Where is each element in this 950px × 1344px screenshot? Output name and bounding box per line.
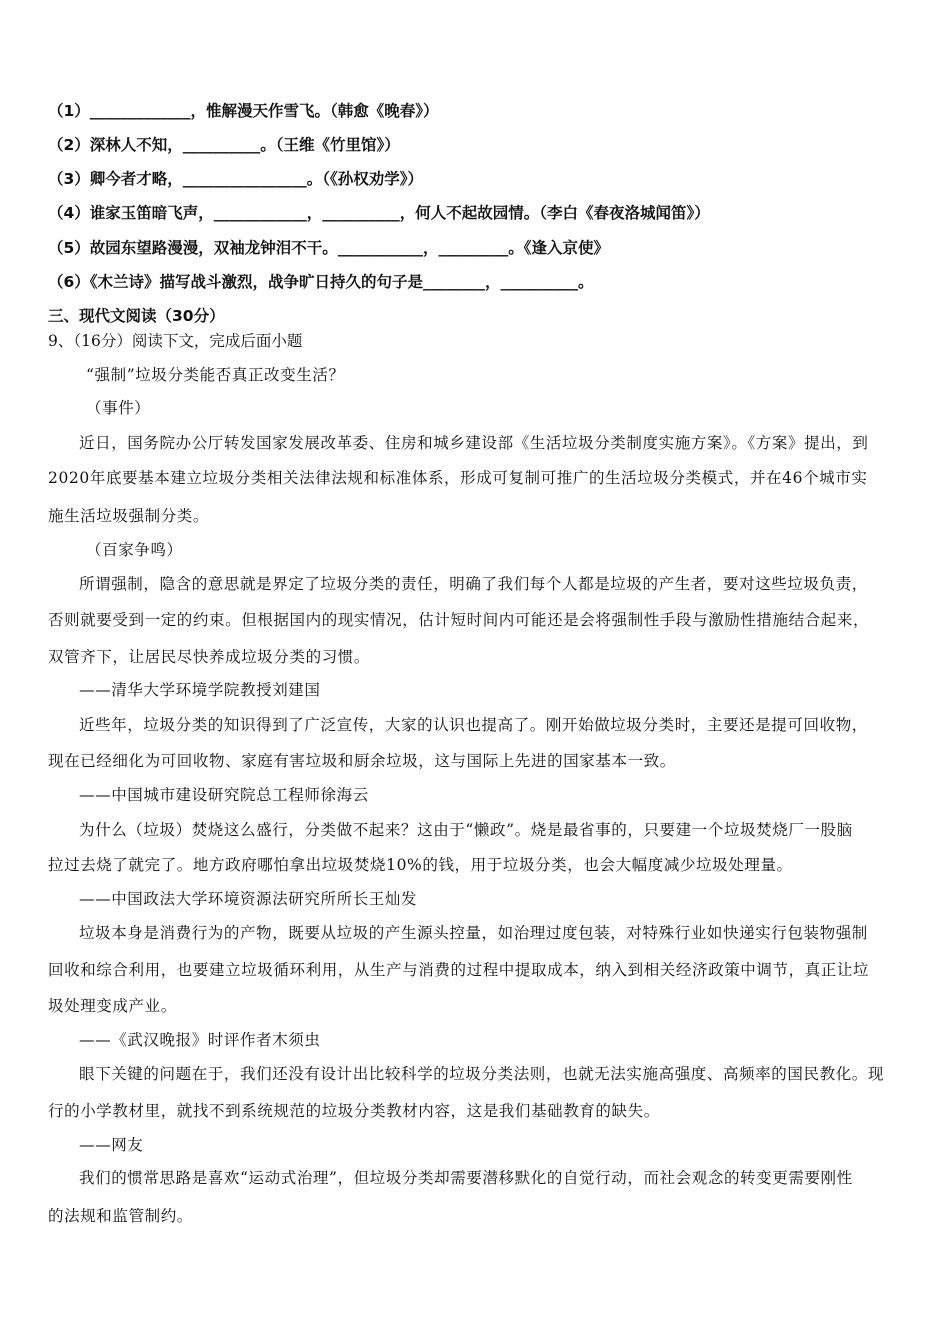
opinion-paragraph-line: 我们的惯常思路是喜欢“运动式治理”，但垃圾分类却需要潜移默化的自觉行动，而社会观念的转变更需要刚性 bbox=[79, 1169, 853, 1187]
fill-in-item-5: （5）故园东望路漫漫，双袖龙钟泪不干。___________，_________。《逢入京使》 bbox=[48, 239, 610, 257]
opinions-tag: （百家争鸣） bbox=[86, 541, 183, 559]
opinion-paragraph-line: 行的小学教材里，就找不到系统规范的垃圾分类教材内容，这是我们基础教育的缺失。 bbox=[48, 1102, 660, 1120]
fill-in-item-2: （2）深林人不知，__________。（王维《竹里馆》） bbox=[48, 136, 400, 154]
opinion-paragraph-line: 圾处理变成产业。 bbox=[48, 997, 177, 1015]
opinion-paragraph-line: 拉过去烧了就完了。地方政府哪怕拿出垃圾焚烧10%的钱，用于垃圾分类，也会大幅度减少垃圾处理量。 bbox=[48, 856, 793, 874]
opinion-paragraph-line: 为什么（垃圾）焚烧这么盛行，分类做不起来？这由于“懒政”。烧是最省事的，只要建一个垃圾焚烧厂一股脑 bbox=[79, 821, 853, 839]
opinion-paragraph-line: 的法规和监管制约。 bbox=[48, 1207, 193, 1225]
event-paragraph-line: 施生活垃圾强制分类。 bbox=[48, 507, 210, 525]
fill-in-item-1: （1）_____________，惟解漫天作雪飞。（韩愈《晚春》） bbox=[48, 102, 439, 120]
opinion-paragraph-line: 现在已经细化为可回收物、家庭有害垃圾和厨余垃圾，这与国际上先进的国家基本一致。 bbox=[48, 752, 676, 770]
fill-in-item-4: （4）谁家玉笛暗飞声，____________，__________，何人不起故园情。（李白《春夜洛城闻笛》） bbox=[48, 204, 710, 222]
opinion-source: ——清华大学环境学院教授刘建国 bbox=[79, 681, 321, 699]
opinion-paragraph-line: 垃圾本身是消费行为的产物，既要从垃圾的产生源头控量，如治理过度包装，对特殊行业如快递实行包装物强制 bbox=[79, 924, 868, 942]
opinion-source: ——中国城市建设研究院总工程师徐海云 bbox=[79, 786, 369, 804]
opinion-source: ——网友 bbox=[79, 1136, 144, 1154]
fill-in-item-6: （6）《木兰诗》描写战斗激烈，战争旷日持久的句子是________，__________。 bbox=[48, 273, 594, 291]
opinion-source: ——中国政法大学环境资源法研究所所长王灿发 bbox=[79, 890, 418, 908]
event-paragraph-line: 2020年底要基本建立垃圾分类相关法律法规和标准体系，形成可复制可推广的生活垃圾分类模式，并在46个城市实 bbox=[48, 469, 868, 487]
fill-in-item-3: （3）卿今者才略，________________。（《孙权劝学》） bbox=[48, 170, 424, 188]
opinion-paragraph-line: 所谓强制，隐含的意思就是界定了垃圾分类的责任，明确了我们每个人都是垃圾的产生者，要对这些垃圾负责， bbox=[79, 575, 868, 593]
opinion-paragraph-line: 双管齐下，让居民尽快养成垃圾分类的习惯。 bbox=[48, 648, 371, 666]
question-header: 9、（16分）阅读下文，完成后面小题 bbox=[48, 332, 303, 350]
opinion-source: ——《武汉晚报》时评作者木须虫 bbox=[79, 1031, 321, 1049]
opinion-paragraph-line: 眼下关键的问题在于，我们还没有设计出比较科学的垃圾分类法则，也就无法实施高强度、高频率的国民教化。现 bbox=[79, 1065, 885, 1083]
article-title: “强制”垃圾分类能否真正改变生活？ bbox=[86, 366, 345, 384]
event-tag: （事件） bbox=[86, 399, 151, 417]
opinion-paragraph-line: 回收和综合利用，也要建立垃圾循环利用，从生产与消费的过程中提取成本，纳入到相关经济政策中调节，真正让垃 bbox=[48, 961, 870, 979]
opinion-paragraph-line: 近些年，垃圾分类的知识得到了广泛宣传，大家的认识也提高了。刚开始做垃圾分类时，主要还是提可回收物， bbox=[79, 716, 868, 734]
opinion-paragraph-line: 否则就要受到一定的约束。但根据国内的现实情况，估计短时间内可能还是会将强制性手段与激励性措施结合起来， bbox=[48, 611, 870, 629]
section-title: 三、现代文阅读（30分） bbox=[48, 307, 225, 325]
event-paragraph-line: 近日，国务院办公厅转发国家发展改革委、住房和城乡建设部《生活垃圾分类制度实施方案》。《方案》提出，到 bbox=[79, 434, 869, 452]
